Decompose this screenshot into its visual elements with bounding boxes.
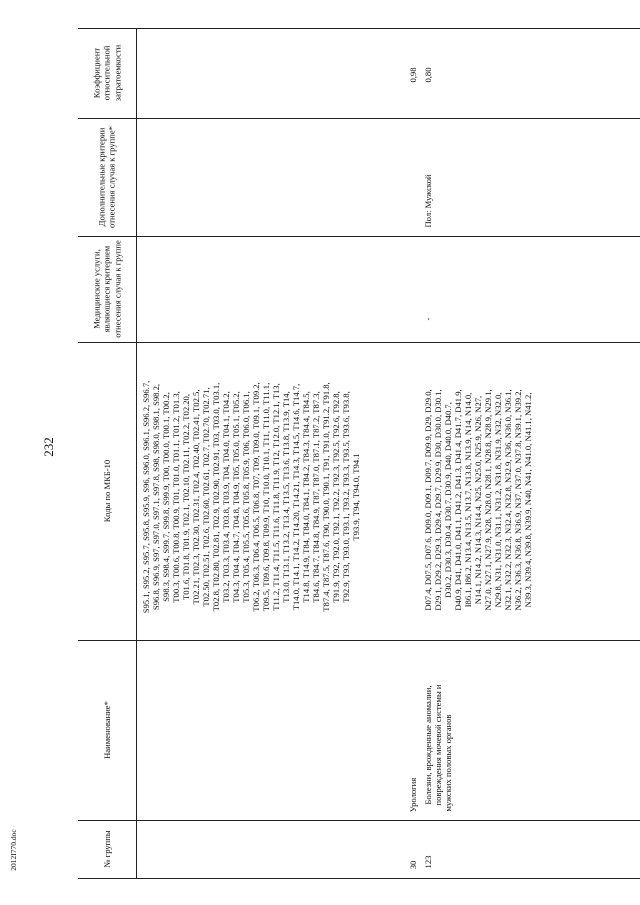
code-line: T91.9, T92, T92.0, T92.1, T92.2, T92.3, T92.5, T92.6, T92.8, xyxy=(330,391,341,603)
section-coefficient: 0,98 xyxy=(407,67,418,83)
code-line: T92.9, T93, T93.0, T93.1, T93.2, T93.3, T93.5, T93.6, T93.8, xyxy=(340,391,351,603)
code-line: N39.3, N39.4, N39.8, N39.9, N40, N41, N41.0, N41.1, N41.2, xyxy=(522,392,533,608)
code-line: S95.1, S95.2, S95.7, S95.8, S95.9, S96, S96.0, S96.1, S96.2, S96.7, xyxy=(140,380,151,614)
page-number: 232 xyxy=(40,437,56,457)
code-line: I86.1, I86.2, N13.4, N13.5, N13.7, N13.8, N13.9, N14, N14.0, xyxy=(462,392,473,608)
table-top-border xyxy=(78,28,640,29)
code-line: D40.9, D41, D41.0, D41.1, D41.2, D41.3, D41.4, D41.7, D41.9, xyxy=(452,389,463,611)
code-line: N29.8, N31, N31.0, N31.1, N31.2, N31.8, N31.9, N32, N32.0, xyxy=(492,392,503,608)
col-sep-criteria xyxy=(78,236,640,237)
code-line: T02.50, T02.51, T02.6, T02.60, T02.61, T02.7, T02.70, T02.71, xyxy=(200,387,211,607)
code-line: D30.2, D30.3, D30.4, D30.7, D30.9, D40, D40.0, D40.7, xyxy=(442,402,453,598)
group-services: - xyxy=(422,317,433,321)
col-sep-coefficient xyxy=(78,118,640,119)
group-name-line: повреждения мочевой системы и xyxy=(432,684,443,806)
header-group-no: № группы xyxy=(101,830,112,868)
code-line: T03.2, T03.3, T03.4, T03.8, T03.9, T04, T04.0, T04.1, T04.2, xyxy=(220,391,231,603)
header-criteria: Дополнительные критерии отнесения случая к группе* xyxy=(96,126,117,228)
code-line: T05.3, T05.4, T05.5, T05.6, T05.8, T05.9, T06, T06.0, T06.1, xyxy=(240,391,251,603)
code-line: T84.6, T84.7, T84.8, T84.9, T87, T87.0, T87.1, T87.2, T87.3, xyxy=(310,391,321,603)
group-coefficient: 0,80 xyxy=(422,67,433,83)
code-line: S98.3, S98.4, S99.7, S99.8, S99.9, T00, T00.0, T00.1, T00.2, xyxy=(160,392,171,602)
group-number: 123 xyxy=(422,855,433,869)
col-sep-services xyxy=(78,342,640,343)
group-criteria: Пол: Мужской xyxy=(422,174,433,228)
header-bottom-border xyxy=(136,28,137,879)
header-icd-codes: Коды по МКБ-10 xyxy=(101,459,112,523)
code-line: T87.4, T87.5, T87.6, T90, T90.0, T90.1, T91, T91.0, T91.2, T91.8, xyxy=(320,382,331,612)
header-coefficient: Коэффициент относительной затратоемкости xyxy=(91,44,123,102)
code-line: D07.4, D07.5, D07.6, D09.0, D09.1, D09.7, D09.9, D29, D29.0, xyxy=(422,389,433,611)
code-line: N32.1, N32.2, N32.3, N32.4, N32.8, N32.9, N36, N36.0, N36.1, xyxy=(502,389,513,611)
section-name: Урология xyxy=(407,777,418,813)
code-line: T02.21, T02.3, T02.30, T02.31, T02.4, T02.40, T02.41, T02.5, xyxy=(190,389,201,605)
code-line: T02.8, T02.80, T02.81, T02.9, T02.90, T02.91, T03, T03.0, T03.1, xyxy=(210,382,221,612)
group-name-line: Болезни, врожденные аномалии, xyxy=(422,685,433,805)
header-name: Наименование* xyxy=(101,701,112,759)
code-line: S96.8, S96.9, S97, S97.0, S97.1, S97.8, S98, S98.0, S98.1, S98.2, xyxy=(150,383,161,611)
code-line: T13.0, T13.1, T13.2, T13.4, T13.5, T13.6, T13.8, T13.9, T14, xyxy=(280,391,291,603)
col-sep-codes xyxy=(78,640,640,641)
code-line: T06.2, T06.3, T06.4, T06.5, T06.8, T07, T09, T09.0, T09.1, T09.2, xyxy=(250,382,261,612)
code-line: T11.2, T11.4, T11.5, T11.6, T11.8, T11.9, T12, T12.0, T12.1, T13, xyxy=(270,383,281,611)
footer-code: 2012I770.doc xyxy=(8,829,18,871)
code-line: T14.8, T14.9, T84, T84.0, T84.1, T84.2, T84.3, T84.4, T84.5, xyxy=(300,391,311,603)
code-line: D29.1, D29.2, D29.3, D29.4, D29.7, D29.9, D30, D30.0, D30.1, xyxy=(432,389,443,611)
code-line: T00.3, T00.6, T00.8, T00.9, T01, T01.0, T01.1, T01.2, T01.3, xyxy=(170,391,181,603)
section-number: 30 xyxy=(407,860,418,870)
code-line: T14.0, T14.1, T14.2, T14.20, T14.21, T14.3, T14.5, T14.6, T14.7, xyxy=(290,383,301,611)
code-line: N27.0, N27.1, N27.9, N28, N28.0, N28.1, N28.8, N28.9, N29.1, xyxy=(482,389,493,611)
code-line: N36.2, N36.3, N36.8, N36.9, N37, N37.0, N37.8, N39.1, N39.2, xyxy=(512,389,523,611)
group-name-line: мужских половых органов xyxy=(442,714,453,812)
header-services: Медицинские услуги, являющиеся критерием отнесения случая к группе xyxy=(91,240,123,338)
code-line: T93.9, T94, T94.0, T94.1 xyxy=(350,453,361,541)
code-line: T09.5, T09.6, T09.8, T09.9, T10, T10.0, T10.1, T11, T11.0, T11.1, xyxy=(260,382,271,612)
code-line: T04.3, T04.4, T04.7, T04.8, T04.9, T05, T05.0, T05.1, T05.2, xyxy=(230,391,241,603)
table-left-border xyxy=(78,878,640,879)
code-line: N14.1, N14.2, N14.3, N14.4, N25, N25.0, N25.9, N26, N27, xyxy=(472,395,483,605)
col-sep-name xyxy=(78,820,640,821)
code-line: T01.6, T01.8, T01.9, T02.1, T02.10, T02.11, T02.2, T02.20, xyxy=(180,393,191,601)
